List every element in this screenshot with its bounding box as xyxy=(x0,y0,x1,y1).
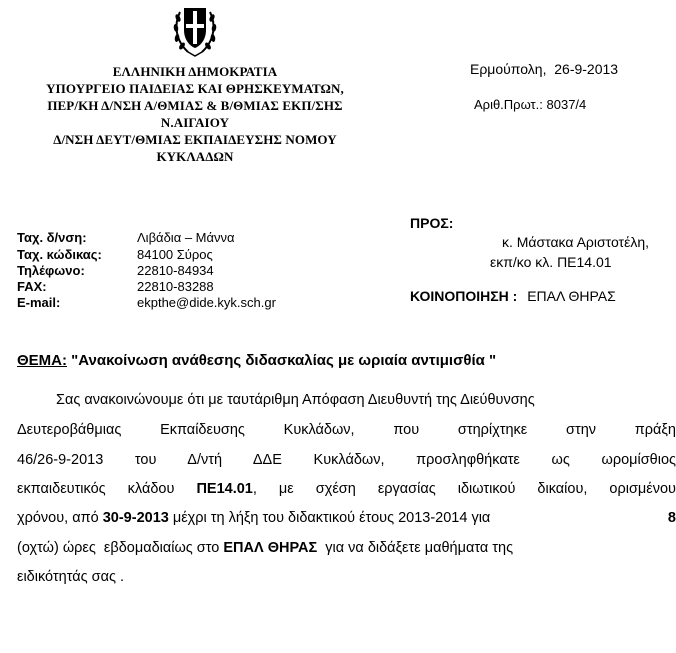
header-line-country: ΕΛΛΗΝΙΚΗ ΔΗΜΟΚΡΑΤΙΑ xyxy=(112,64,278,79)
header-line-region: Ν.ΑΙΓΑΙΟΥ xyxy=(160,115,230,130)
address-label: Ταχ. δ/νση: xyxy=(17,230,87,245)
start-date: 30-9-2013 xyxy=(102,510,169,526)
cc-label: ΚΟΙΝΟΠΟΙΗΣΗ : xyxy=(410,288,518,304)
body-line-6-part-c: για να διδάξετε μαθήματα της xyxy=(317,540,514,556)
body-line-6-part-a: (οχτώ) ώρες εβδομαδιαίως στο xyxy=(17,540,224,556)
postal-code-label: Ταχ. κώδικας: xyxy=(17,247,102,262)
header-line-ministry: ΥΠΟΥΡΓΕΙΟ ΠΑΙΔΕΙΑΣ ΚΑΙ ΘΡΗΣΚΕΥΜΑΤΩΝ, xyxy=(46,81,344,96)
specialty-code: ΠΕ14.01 xyxy=(196,481,253,497)
body-line-4-part-a: εκπαιδευτικός κλάδου xyxy=(17,481,197,497)
postal-code-value: 84100 Σύρος xyxy=(137,247,213,262)
body-line-2: Δευτεροβάθμιας Εκπαίδευσης Κυκλάδων, που στηρίχτηκε στην πράξη xyxy=(17,422,676,438)
fax-label: FAX: xyxy=(17,279,47,294)
phone-value: 22810-84934 xyxy=(137,263,214,278)
body-line-7: ειδικότητάς σας . xyxy=(17,569,125,585)
to-label: ΠΡΟΣ: xyxy=(410,215,454,231)
fax-value: 22810-83288 xyxy=(137,279,214,294)
phone-label: Τηλέφωνο: xyxy=(17,263,85,278)
email-label: E-mail: xyxy=(17,295,61,310)
header-line-regional-directorate: ΠΕΡ/ΚΗ Δ/ΝΣΗ Α/ΘΜΙΑΣ & Β/ΘΜΙΑΣ ΕΚΠ/ΣΗΣ xyxy=(47,98,343,113)
cc-value: ΕΠΑΛ ΘΗΡΑΣ xyxy=(527,288,616,304)
header-line-prefecture: ΚΥΚΛΑΔΩΝ xyxy=(156,149,234,164)
protocol-number: Αριθ.Πρωτ.: 8037/4 xyxy=(474,97,587,112)
subject-label: ΘΕΜΑ: xyxy=(17,352,67,369)
email-value: ekpthe@dide.kyk.sch.gr xyxy=(137,295,276,310)
body-line-4-part-c: , με σχέση εργασίας ιδιωτικού δικαίου, ορισμένου xyxy=(252,481,676,497)
body-line-6 xyxy=(17,540,676,556)
subject-text: "Ανακοίνωση ανάθεσης διδασκαλίας με ωριαία αντιμισθία " xyxy=(67,352,497,369)
school-name: ΕΠΑΛ ΘΗΡΑΣ xyxy=(223,540,318,556)
weekly-hours: 8 xyxy=(667,510,676,526)
subject-line xyxy=(17,352,496,369)
greek-coat-of-arms-icon xyxy=(172,0,218,58)
place-date: Ερμούπολη, 26-9-2013 xyxy=(470,61,619,77)
body-line-3: 46/26-9-2013 του Δ/ντή ΔΔΕ Κυκλάδων, προσληφθήκατε ως ωρομίσθιος xyxy=(17,452,676,468)
body-line-5 xyxy=(17,510,676,526)
body-line-4 xyxy=(17,481,676,497)
body-line-1: Σας ανακοινώνουμε ότι με ταυτάριθμη Απόφαση Διευθυντή της Διεύθυνσης xyxy=(56,392,535,408)
header-line-directorate: Δ/ΝΣΗ ΔΕΥΤ/ΘΜΙΑΣ ΕΚΠΑΙΔΕΥΣΗΣ ΝΟΜΟΥ xyxy=(53,132,337,147)
body-line-5-part-c: μέχρι τη λήξη του διδακτικού έτους 2013-2014 για xyxy=(168,510,495,526)
body-line-5-part-a: χρόνου, από xyxy=(17,510,103,526)
cc-line xyxy=(410,288,616,304)
recipient-name: κ. Μάστακα Αριστοτέλη, xyxy=(501,234,649,250)
address-value: Λιβάδια – Μάννα xyxy=(137,230,235,245)
recipient-role: εκπ/κο κλ. ΠΕ14.01 xyxy=(490,254,612,270)
